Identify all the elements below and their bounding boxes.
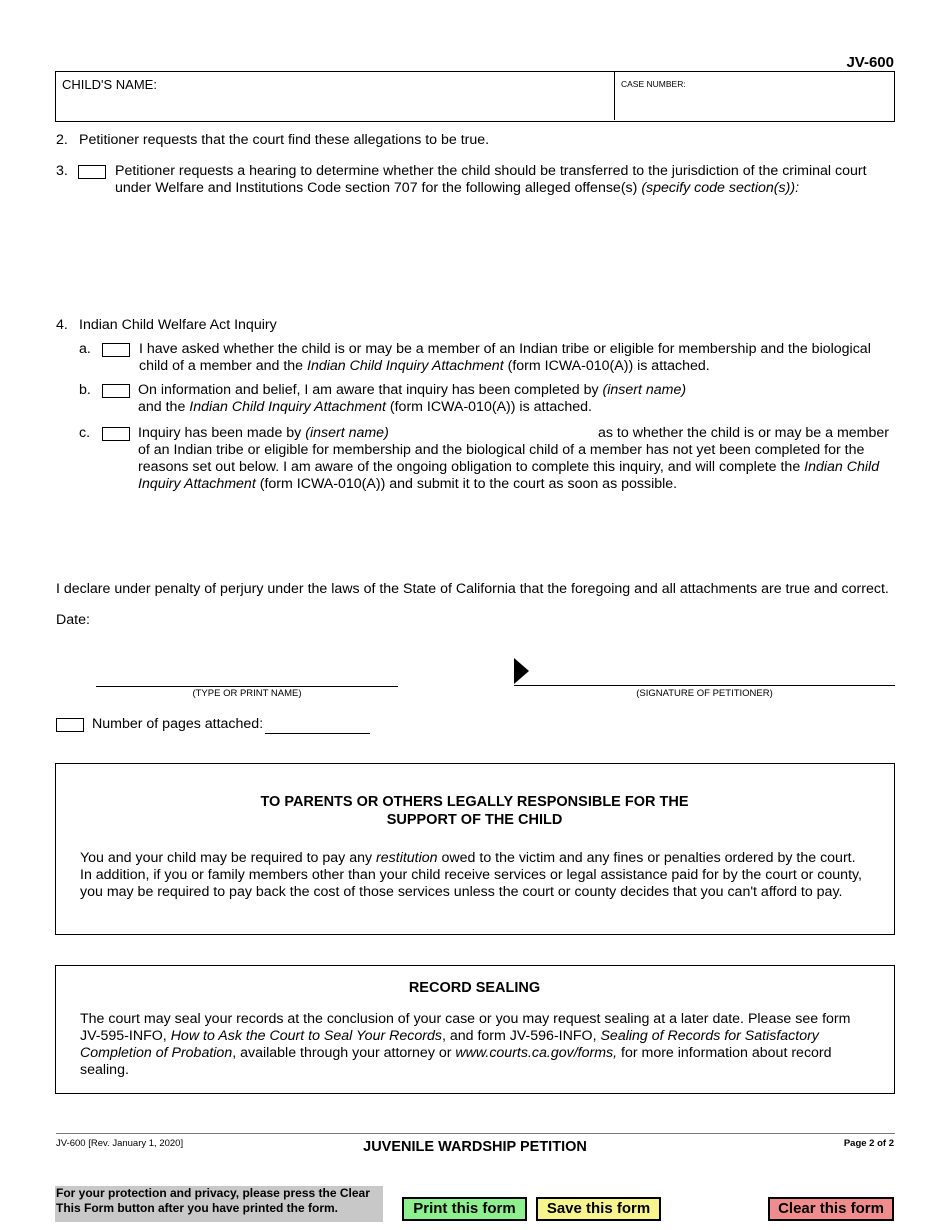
item-4c-line1-left [138,425,389,442]
date-label: Date: [56,612,90,628]
record-sealing-text4: for more information about record sealing. [80,1045,832,1078]
item-4c-text2: as to whether the child is or may be a member [598,425,889,441]
item-4c-name-field[interactable] [390,424,595,442]
item-4a-checkbox[interactable] [102,343,130,357]
record-sealing-italic2: Sealing of Records for Satisfactory Completion of Probation [80,1028,819,1061]
item-4b-checkbox[interactable] [102,384,130,398]
child-name-field[interactable] [56,72,616,120]
record-sealing-title: RECORD SEALING [408,980,541,996]
record-sealing-text3: , available through your attorney or [232,1045,452,1061]
parents-notice-title [56,793,893,829]
pages-attached-label: Number of pages attached: [92,716,264,732]
record-sealing-text2: , and form JV-596-INFO, [441,1028,597,1044]
item-3-text: Petitioner requests a hearing to determine whether the child should be transferred to the jurisdiction of the criminal court under Welfare and Institutions Code section 707 for the following alleged offense(s) [115,163,867,196]
item-4c-checkbox[interactable] [102,427,130,441]
footer-title: JUVENILE WARDSHIP PETITION [363,1139,587,1155]
item-3-text-block [115,163,875,197]
case-number-label: CASE NUMBER: [621,79,686,89]
footer-revision: JV-600 [Rev. January 1, 2020] [56,1138,184,1149]
item-4b-letter: b. [79,382,91,398]
item-3-offense-field[interactable] [115,200,875,305]
parents-notice-text1: You and your child may be required to pay any [80,850,373,866]
parents-notice-box [55,763,895,935]
item-4c-body [138,442,883,493]
item-4-title: Indian Child Welfare Act Inquiry [79,317,277,333]
parents-notice-text2: owed to the victim and any fines or penalties ordered by the court. In addition, if you or family members other than your child receive services or legal assistance paid for by the court or county, you may be required to pay back the cost of those services unless the court or county decides that you can't afford to pay. [80,850,862,900]
item-4c-letter: c. [79,425,91,441]
item-4a-italic: Indian Child Inquiry Attachment [307,358,504,374]
parents-notice-title-line2: SUPPORT OF THE CHILD [386,812,563,828]
item-4a-text-block [139,341,899,375]
case-number-field[interactable] [616,72,893,120]
privacy-notice [55,1186,383,1222]
parents-notice-body [80,850,870,901]
date-field[interactable] [95,610,275,628]
signature-line [514,685,895,686]
parents-notice-title-line1: TO PARENTS OR OTHERS LEGALLY RESPONSIBLE FOR THE [260,794,689,810]
item-3-number: 3. [56,163,68,179]
item-4c-text3: of an Indian tribe or eligible for membership and the biological child of a member has not yet been completed for the reasons set out below. I am aware of the ongoing obligation to complete this inquiry, and will complete the [138,442,865,475]
header-divider [614,72,615,120]
pages-attached-field[interactable] [265,716,370,732]
print-form-button[interactable]: Print this form [402,1197,527,1221]
privacy-notice-text: For your protection and privacy, please press the Clear This Form button after you have printed the form. [56,1186,370,1215]
declaration: I declare under penalty of perjury under the laws of the State of California that the foregoing and all attachments are true and correct. [56,581,889,597]
item-4a-text2: (form ICWA-010(A)) is attached. [507,358,710,374]
type-name-label: (TYPE OR PRINT NAME) [192,688,302,699]
item-4c-text1: Inquiry has been made by [138,425,302,441]
record-sealing-italic3: www.courts.ca.gov/forms, [455,1045,618,1061]
item-2-number: 2. [56,132,68,148]
type-name-field[interactable] [96,665,398,685]
item-4b-italic2: Indian Child Inquiry Attachment [189,399,386,415]
item-4b-text2: and the [138,399,186,415]
item-3-checkbox[interactable] [78,165,106,179]
type-name-line [96,686,398,687]
item-4b-italic1: (insert name) [602,382,687,398]
item-4b-text1: On information and belief, I am aware that inquiry has been completed by [138,382,599,398]
footer-page-number: Page 2 of 2 [843,1138,894,1149]
record-sealing-box [55,965,895,1094]
record-sealing-text1: The court may seal your records at the conclusion of your case or you may request sealing at a later date. Please see form JV-595-INFO, [80,1011,851,1044]
item-4c-italic2: Indian Child Inquiry Attachment [138,459,880,492]
item-4-number: 4. [56,317,68,333]
signature-arrow-icon [514,658,530,684]
signature-label: (SIGNATURE OF PETITIONER) [636,688,773,699]
record-sealing-italic1: How to Ask the Court to Seal Your Records [170,1028,442,1044]
pages-attached-line [265,733,370,734]
signature-field[interactable] [532,660,894,684]
header-box [55,71,895,122]
item-4c-text4: (form ICWA-010(A)) and submit it to the court as soon as possible. [259,476,678,492]
item-4b-text3: (form ICWA-010(A)) is attached. [389,399,592,415]
item-3-italic: (specify code section(s)): [641,180,800,196]
child-name-label: CHILD'S NAME: [62,77,157,92]
item-4b-name-field[interactable] [682,381,882,399]
footer-rule [56,1133,895,1134]
save-form-button[interactable]: Save this form [536,1197,661,1221]
item-4c-reasons-field[interactable] [138,495,883,565]
clear-form-button[interactable]: Clear this form [768,1197,894,1221]
item-4a-letter: a. [79,341,91,357]
pages-attached-checkbox[interactable] [56,718,84,732]
item-4a-text1: I have asked whether the child is or may be a member of an Indian tribe or eligible for membership and the biological child of a member and the [139,341,871,374]
record-sealing-body [80,1011,870,1079]
parents-notice-italic: restitution [376,850,438,866]
item-4b-line2 [138,399,878,416]
item-2-text: Petitioner requests that the court find these allegations to be true. [79,132,490,148]
item-4c-italic1: (insert name) [305,425,389,441]
form-id: JV-600 [846,54,894,71]
